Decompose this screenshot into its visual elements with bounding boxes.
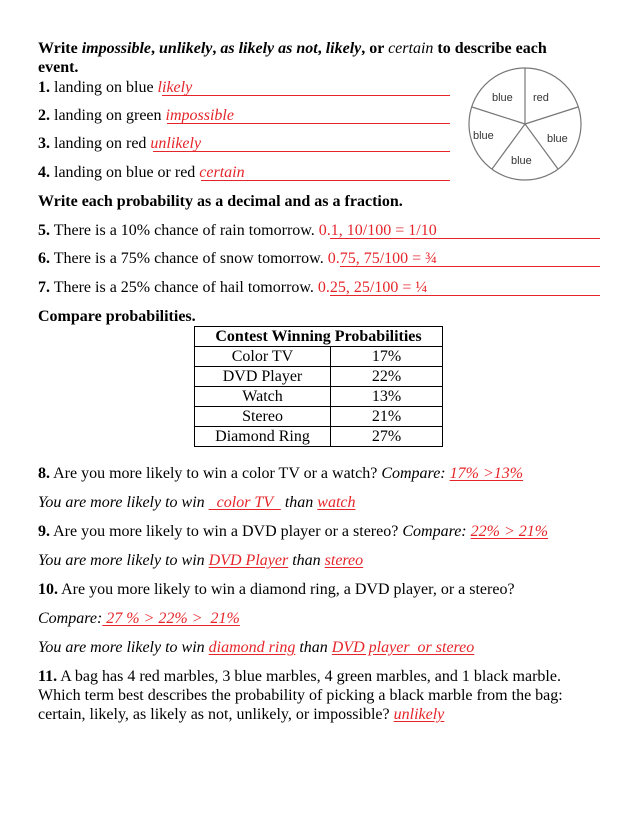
table-row [195, 407, 443, 427]
answer-text: stereo [324, 552, 364, 569]
answer-text: DVD Player [208, 552, 289, 569]
table-row [195, 367, 443, 387]
answer-prompt: You are more likely to win [38, 552, 209, 569]
probability-cell: 22% [331, 367, 443, 387]
question-text: Are you more likely to win a color TV or a watch? [50, 465, 382, 482]
answer-text: impossible [165, 107, 234, 124]
instructions-decimal-fraction: Write each probability as a decimal and as a fraction. [38, 193, 403, 210]
question-text: There is a 10% chance of rain tomorrow. [50, 222, 319, 239]
answer-underline [162, 95, 450, 96]
instructions-compare: Compare probabilities. [38, 308, 196, 325]
answer-text: unlikely [393, 706, 445, 723]
term-as-likely-as-not: as likely as not [220, 40, 318, 57]
question-11-line3 [38, 705, 444, 724]
term-certain: certain [388, 40, 434, 57]
answer-text: DVD player or stereo [331, 639, 475, 656]
probability-cell: 27% [331, 427, 443, 447]
instructions-describe [38, 39, 547, 58]
table-row [195, 427, 443, 447]
question-9 [38, 522, 548, 541]
question-text: landing on green [50, 107, 166, 124]
prize-cell: Color TV [195, 347, 331, 367]
answer-text: 0.75, 75/100 = ¾ [327, 250, 438, 267]
question-text: Are you more likely to win a diamond ring, a DVD player, or a stereo? [58, 581, 515, 598]
table-row [195, 347, 443, 367]
answer-text: certain [199, 164, 245, 181]
answer-connector: than [288, 552, 325, 569]
question-number: 2. [38, 107, 50, 124]
term-likely: likely [325, 40, 362, 57]
spinner-diagram [466, 64, 586, 184]
answer-underline [330, 295, 600, 296]
spinner-section-label: red [533, 92, 549, 104]
instr-text: Write [38, 40, 82, 57]
answer-text: diamond ring [208, 639, 296, 656]
question-10-compare-line [38, 609, 240, 628]
question-text: There is a 25% chance of hail tomorrow. [50, 279, 318, 296]
question-number: 11. [38, 668, 58, 685]
question-text: Are you more likely to win a DVD player or a stereo? [50, 523, 403, 540]
question-text: landing on blue or red [50, 164, 200, 181]
answer-underline [167, 123, 450, 124]
probability-cell: 17% [331, 347, 443, 367]
prize-cell: DVD Player [195, 367, 331, 387]
answer-prompt: You are more likely to win [38, 494, 209, 511]
question-number: 1. [38, 79, 50, 96]
question-11-line2: Which term best describes the probability of picking a black marble from the bag: [38, 687, 563, 704]
answer-text: 0.1, 10/100 = 1/10 [318, 222, 437, 239]
question-text: landing on red [50, 135, 151, 152]
prize-cell: Stereo [195, 407, 331, 427]
answer-text: likely [157, 79, 193, 96]
instr-comma: , [151, 40, 160, 57]
answer-connector: than [295, 639, 332, 656]
spinner-section-label: blue [547, 133, 568, 145]
answer-underline [330, 238, 600, 239]
prize-cell: Watch [195, 387, 331, 407]
compare-answer: 17% >13% [449, 465, 524, 482]
instr-comma: , [212, 40, 221, 57]
answer-connector: than [280, 494, 318, 511]
answer-text: color TV [208, 494, 281, 511]
question-number: 4. [38, 164, 50, 181]
instr-comma: , [317, 40, 326, 57]
instr-text-end: to describe each [433, 40, 547, 57]
answer-prompt: You are more likely to win [38, 639, 209, 656]
spinner-section-label: blue [473, 130, 494, 142]
compare-label: Compare: [38, 610, 103, 627]
spinner-section-label: blue [492, 92, 513, 104]
answer-underline [340, 266, 600, 267]
answer-text: watch [317, 494, 356, 511]
question-8-answer-line [38, 493, 355, 512]
answer-text: unlikely [150, 135, 202, 152]
instructions-describe-line2: event. [38, 59, 79, 76]
probability-cell: 13% [331, 387, 443, 407]
answer-underline [201, 180, 450, 181]
compare-answer: 27 % > 22% > 21% [102, 610, 240, 627]
question-10 [38, 580, 515, 599]
question-number: 3. [38, 135, 50, 152]
term-unlikely: unlikely [159, 40, 213, 57]
answer-underline [153, 151, 450, 152]
question-9-answer-line [38, 551, 363, 570]
question-8 [38, 464, 523, 483]
question-text: certain, likely, as likely as not, unlikely, or impossible? [38, 706, 394, 723]
table-title: Contest Winning Probabilities [195, 327, 443, 347]
question-10-answer-line [38, 638, 474, 657]
table-row [195, 387, 443, 407]
question-text: landing on blue [50, 79, 158, 96]
contest-probability-table [194, 326, 443, 447]
instr-or: , or [361, 40, 389, 57]
term-impossible: impossible [81, 40, 152, 57]
question-number: 10. [38, 581, 58, 598]
question-text: A bag has 4 red marbles, 3 blue marbles, 4 green marbles, and 1 black marble. [57, 668, 561, 685]
answer-text: 0.25, 25/100 = ¼ [317, 279, 428, 296]
question-number: 5. [38, 222, 50, 239]
compare-label: Compare: [381, 465, 450, 482]
table-header-row [195, 327, 443, 347]
compare-answer: 22% > 21% [470, 523, 549, 540]
spinner-section-label: blue [511, 155, 532, 167]
question-text: There is a 75% chance of snow tomorrow. [50, 250, 328, 267]
question-number: 6. [38, 250, 50, 267]
question-11 [38, 667, 561, 686]
prize-cell: Diamond Ring [195, 427, 331, 447]
probability-cell: 21% [331, 407, 443, 427]
question-number: 9. [38, 523, 50, 540]
question-number: 8. [38, 465, 50, 482]
question-number: 7. [38, 279, 50, 296]
compare-label: Compare: [402, 523, 471, 540]
